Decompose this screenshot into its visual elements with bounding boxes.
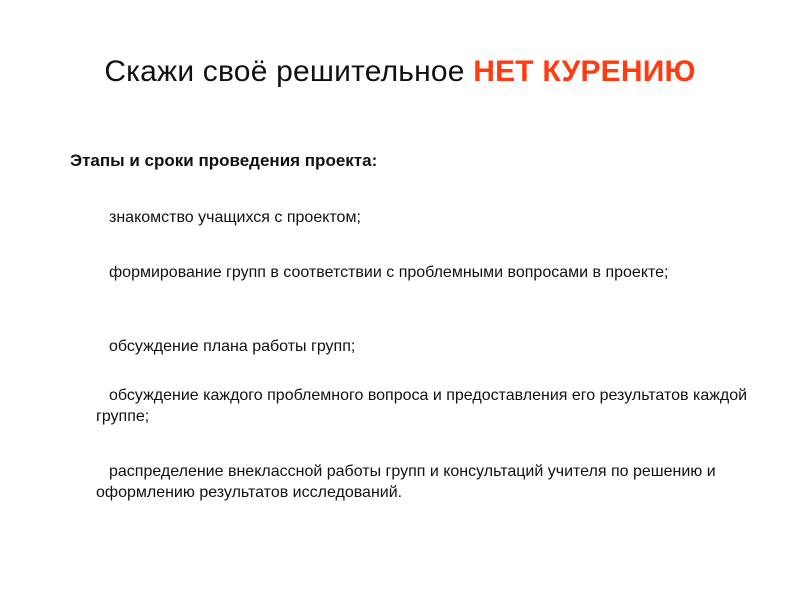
list-item: распределение внеклассной работы групп и консультаций учителя по решению и оформлению результатов исследований. [96, 463, 716, 501]
list-item: формирование групп в соответствии с проблемными вопросами в проекте; [109, 264, 669, 281]
title-prefix: Скажи своё решительное [104, 55, 465, 88]
section-subtitle: Этапы и сроки проведения проекта: [70, 151, 378, 170]
list-item: обсуждение каждого проблемного вопроса и предоставления его результатов каждой группе; [96, 387, 748, 425]
list-item: знакомство учащихся с проектом; [109, 209, 361, 226]
title-accent: НЕТ КУРЕНИЮ [473, 55, 696, 88]
slide-title [0, 55, 800, 89]
list-item: обсуждение плана работы групп; [109, 338, 356, 355]
